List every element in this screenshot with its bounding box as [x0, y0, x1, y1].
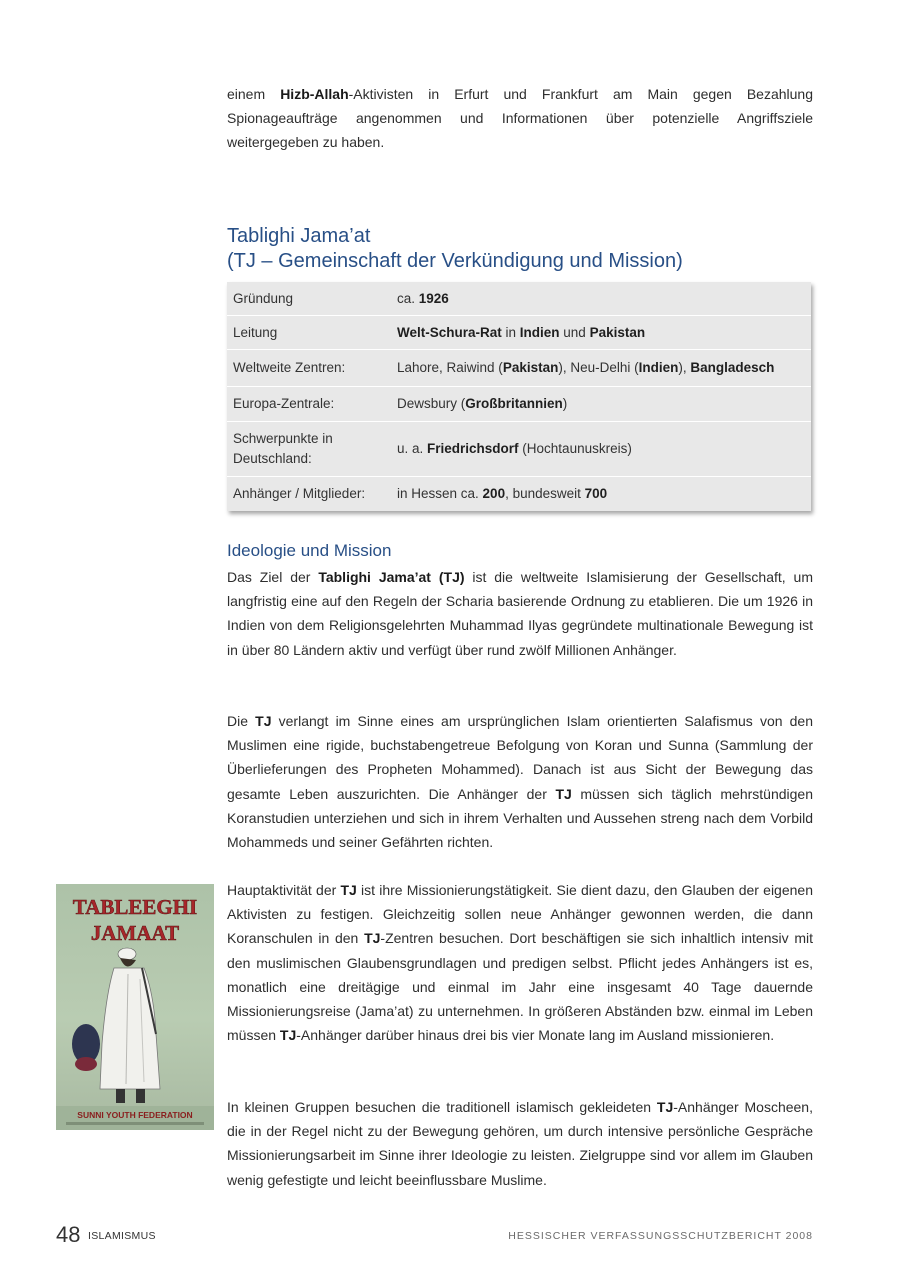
paragraph-text: In kleinen Gruppen besuchen die traditionell islamisch gekleideten: [227, 1099, 657, 1115]
fact-value-text: in Hessen ca.: [397, 486, 483, 501]
paragraph-text: Hauptaktivität der: [227, 882, 341, 898]
page-number: 48: [56, 1222, 81, 1247]
fact-value-text: ),: [678, 360, 691, 375]
intro-text-after: -Aktivisten in Erfurt und Frankfurt am Main gegen Bezahlung Spionageaufträge angenommen und Informationen über potenzielle Angriffsziele weitergegeben zu haben.: [227, 86, 813, 151]
paragraph-bold: TJ: [656, 1099, 674, 1115]
intro-paragraph: [227, 82, 813, 155]
section-title-line2: (TJ – Gemeinschaft der Verkündigung und Mission): [227, 250, 683, 272]
fact-value-text: (Hochtaunuskreis): [518, 441, 632, 456]
fact-value-bold: Pakistan: [502, 360, 559, 375]
ideology-paragraph-3: [227, 878, 813, 1047]
bag-bottom: [75, 1057, 97, 1071]
fact-row-europe: [227, 387, 811, 422]
fact-value-bold: Großbritannien: [465, 396, 563, 411]
fact-row-focus: [227, 422, 811, 477]
fact-value-text: , bundesweit: [505, 486, 585, 501]
paragraph-text: müssen sich täglich mehrstündigen Koranstudien unterziehen und sich in ihrem Verhalten und Aussehen streng nach dem Vorbild Mohammeds und seiner Gefährten richten.: [227, 785, 814, 851]
paragraph-bold: TJ: [255, 713, 272, 729]
fact-value-bold: 1926: [418, 290, 449, 306]
book-cover-illustration: [56, 884, 214, 1130]
section-title-line1: Tablighi Jama’at: [227, 225, 371, 247]
fact-value: [397, 394, 811, 414]
paragraph-text: verlangt im Sinne eines am ursprünglichen Islam orientierten Salafismus von den Muslimen eine rigide, buchstabengetreue Befolgung von Koran und Sunna (Sammlung der Überlieferungen des Propheten Mohammed). Danach ist aus Sicht der Bewegung das gesamte Leben auszurichten. Die Anhänger der: [227, 713, 814, 802]
paragraph-text: Das Ziel der: [227, 569, 319, 585]
paragraph-bold: Tablighi Jama’at (TJ): [318, 569, 465, 585]
paragraph-bold: TJ: [364, 930, 381, 947]
ideology-paragraph-4: [227, 1095, 813, 1192]
ideology-paragraph-1: [227, 565, 813, 662]
paragraph-bold: TJ: [279, 1027, 297, 1044]
fact-label: Leitung: [233, 324, 278, 340]
leg-shape: [136, 1089, 145, 1103]
ideology-heading: Ideologie und Mission: [227, 541, 392, 560]
fact-value-text: ), Neu-Delhi (: [558, 360, 639, 375]
fact-value-text: ): [562, 396, 568, 411]
leg-shape: [116, 1089, 125, 1103]
paragraph-text: ist ihre Missionierungstätigkeit. Sie dient dazu, den Glauben der eigenen Aktivisten zu festigen. Gleichzeitig sollen neue Anhänger gewonnen werden, die dann Koranschulen in den: [227, 882, 813, 947]
ideology-paragraph-2: [227, 709, 813, 854]
footer-report-title: HESSISCHER VERFASSUNGSSCHUTZBERICHT 2008: [508, 1230, 813, 1242]
cover-title-line2: JAMAAT: [90, 921, 180, 945]
book-cover-image: [56, 884, 214, 1130]
robe-shape: [100, 968, 160, 1089]
cover-title-line1: TABLEEGHI: [72, 895, 198, 919]
paragraph-bold: TJ: [555, 785, 572, 802]
head-shape: [120, 958, 136, 967]
fact-value: [397, 484, 811, 504]
paragraph-bold: TJ: [340, 882, 357, 898]
footer-section-label: ISLAMISMUS: [88, 1230, 156, 1242]
paragraph-text: Die: [227, 713, 256, 729]
fact-label: Gründung: [233, 290, 294, 306]
fact-value-text: Dewsbury (: [397, 396, 466, 411]
fact-value-text: Lahore, Raiwind (: [397, 360, 503, 375]
fact-value-bold: Indien: [519, 324, 560, 340]
fact-value-text: ca.: [397, 290, 419, 306]
fact-value-bold: Bangladesch: [690, 360, 775, 375]
fact-value: [397, 289, 811, 309]
fact-label: Weltweite Zentren:: [233, 360, 346, 375]
fact-value-bold: Friedrichsdorf: [427, 441, 519, 456]
fact-value-text: u. a.: [397, 441, 428, 456]
fact-value-bold: Welt-Schura-Rat: [397, 324, 502, 340]
fact-value: [397, 323, 811, 343]
cover-small-print: [66, 1122, 204, 1125]
fact-value-bold: Pakistan: [589, 324, 646, 340]
fact-table: [227, 282, 811, 511]
fact-value-bold: 700: [584, 486, 608, 501]
fact-row-founding: [227, 282, 811, 316]
intro-text-before: einem: [227, 86, 281, 102]
fact-value-bold: 200: [482, 486, 506, 501]
fact-value-bold: Indien: [638, 360, 679, 375]
paragraph-text: -Zentren besuchen. Dort beschäftigen sie sich inhaltlich intensiv mit den muslimischen Glaubensgrundlagen und predigen selbst. Pflicht jedes Anhängers ist es, monatlich eine dreitägige und einmal im Jahr eine insgesamt 40 Tage dauernde Missionierungsreise (Jama’at) zu unternehmen. In größeren Abständen bzw. einmal im Leben müssen: [227, 930, 813, 1044]
fact-value-text: und: [559, 324, 590, 340]
fact-value: [397, 439, 811, 459]
section-title: [227, 224, 827, 274]
fact-label: Anhänger / Mitglieder:: [233, 486, 366, 501]
fact-row-leadership: [227, 316, 811, 350]
fact-value-text: in: [501, 324, 520, 340]
fact-value: [397, 358, 811, 378]
fact-row-centers: [227, 350, 811, 387]
paragraph-text: -Anhänger darüber hinaus drei bis vier Monate lang im Ausland missionieren.: [296, 1027, 775, 1044]
paragraph-text: ist die weltweite Islamisierung der Gesellschaft, um langfristig eine auf den Regeln der Scharia basierende Ordnung zu etablieren. Die um 1926 in Indien von dem Religionsgelehrten Muhammad Ilyas gegründete multinationale Bewegung ist in über 80 Ländern aktiv und verfügt über rund zwölf Millionen Anhänger.: [227, 569, 813, 658]
fact-label: Schwerpunkte in Deutschland:: [233, 431, 333, 466]
paragraph-text: -Anhänger Moscheen, die in der Regel nicht zu der Bewegung gehören, um durch intensive persönliche Gespräche Missionierungsarbeit im Sinne ihrer Ideologie zu leisten. Zielgruppe sind vor allem im Glauben wenig gefestigte und leicht beeinflussbare Muslime.: [227, 1099, 813, 1188]
cover-bottom-text: SUNNI YOUTH FEDERATION: [77, 1110, 193, 1120]
fact-row-members: [227, 477, 811, 511]
intro-hizb-term: Hizb-Allah: [280, 86, 349, 102]
fact-label: Europa-Zentrale:: [233, 396, 335, 411]
